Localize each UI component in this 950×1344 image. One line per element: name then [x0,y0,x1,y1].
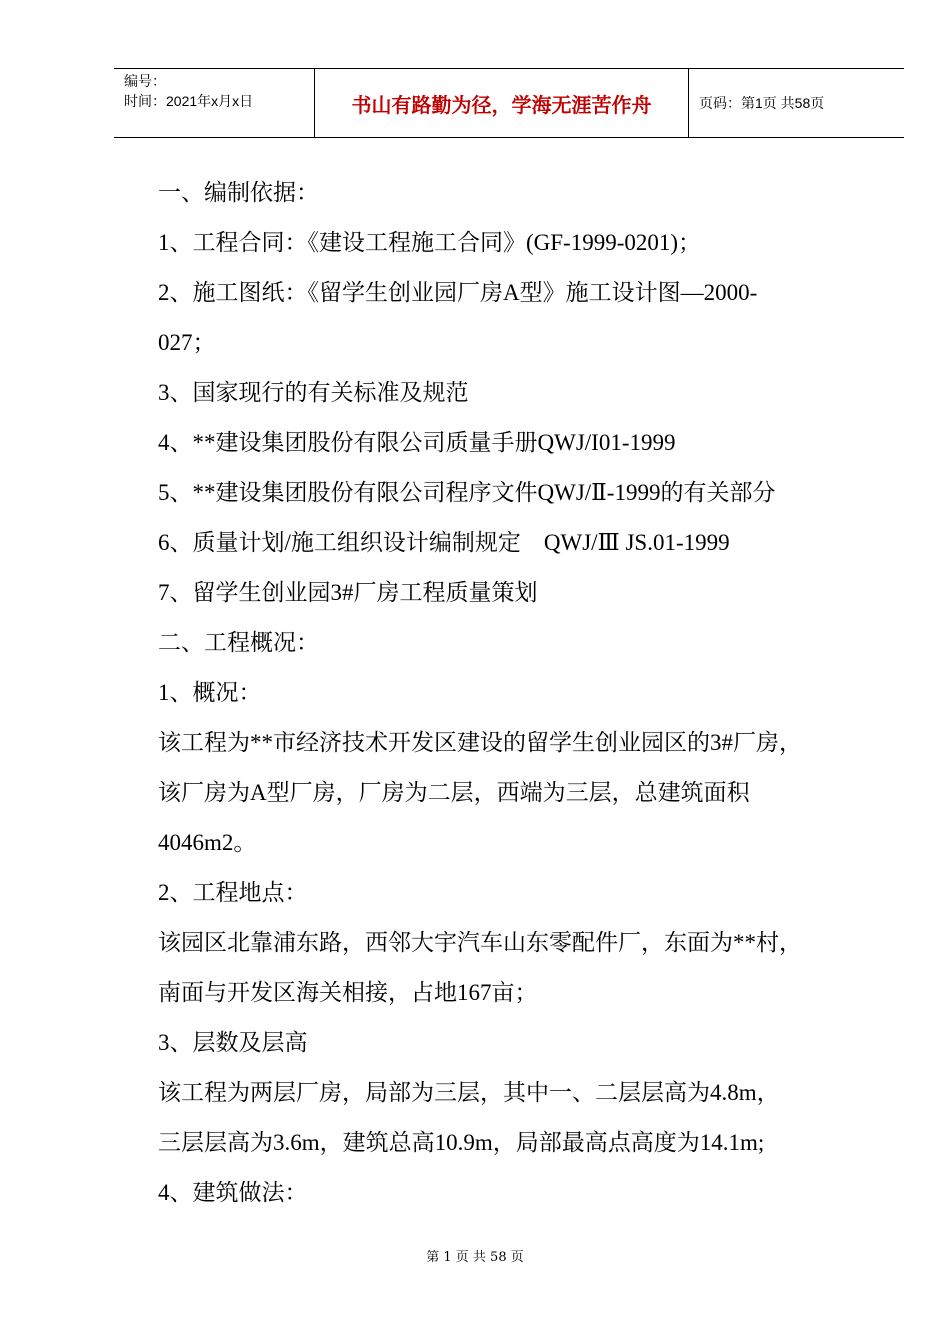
header-meta [114,69,315,137]
page-footer: 第 1 页 共 58 页 [426,1250,524,1265]
page-header [114,68,904,138]
section-heading: 一、编制依据： [158,180,319,205]
header-motto: 书山有路勤为径，学海无涯苦作舟 [315,69,689,137]
text-line: 南面与开发区海关相接，占地167亩； [158,980,538,1005]
text-line: 7、留学生创业园3#厂房工程质量策划 [158,580,538,605]
number-label: 编号： [124,73,166,89]
text-line: 3、国家现行的有关标准及规范 [158,380,469,405]
text-line: 三层层高为3.6m，建筑总高10.9m，局部最高点高度为14.1m; [158,1130,765,1155]
text-line: 2、施工图纸：《留学生创业园厂房A型》施工设计图—2000- [158,280,758,305]
text-line: 该工程为两层厂房，局部为三层，其中一、二层层高为4.8m， [158,1080,780,1105]
text-line: 6、质量计划/施工组织设计编制规定 QWJ/Ⅲ JS.01-1999 [158,530,730,555]
text-line: 5、**建设集团股份有限公司程序文件QWJ/Ⅱ-1999的有关部分 [158,480,776,505]
text-line: 4、建筑做法： [158,1180,308,1205]
text-line: 1、工程合同：《建设工程施工合同》(GF-1999-0201)； [158,230,702,255]
text-line: 4、**建设集团股份有限公司质量手册QWJ/I01-1999 [158,430,676,455]
section-heading: 二、工程概况： [158,630,319,655]
header-page-info: 页码：第1页 共58页 [699,95,825,111]
text-line: 该工程为**市经济技术开发区建设的留学生创业园区的3#厂房， [158,730,802,755]
text-line: 1、概况： [158,680,262,705]
time-label: 时间：2021年x月x日 [124,93,254,109]
text-line: 3、层数及层高 [158,1030,308,1055]
text-line: 4046m2。 [158,830,257,855]
text-line: 该园区北靠浦东路，西邻大宇汽车山东零配件厂，东面为**村， [158,930,802,955]
text-line: 该厂房为A型厂房，厂房为二层，西端为三层，总建筑面积 [158,780,750,805]
document-body [158,168,878,1218]
text-line: 027； [158,330,216,355]
text-line: 2、工程地点： [158,880,308,905]
